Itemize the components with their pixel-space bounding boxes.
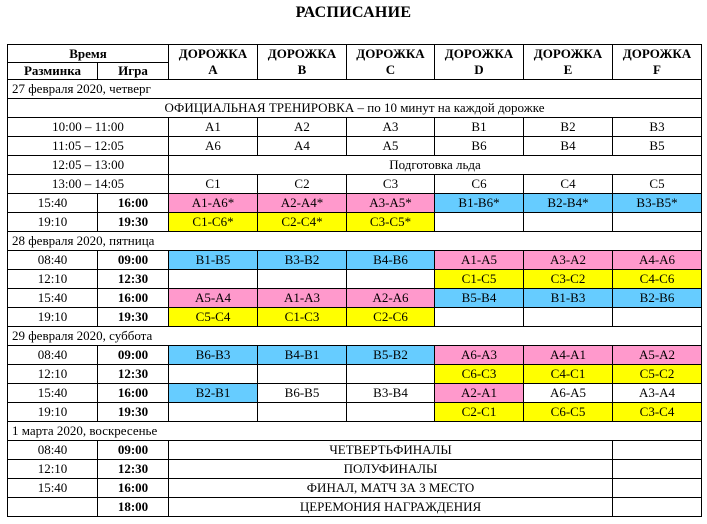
- table-row: [8, 137, 702, 156]
- event-label: ЦЕРЕМОНИЯ НАГРАЖДЕНИЯ: [169, 498, 613, 517]
- cell: B5: [613, 137, 702, 156]
- match-cell: C6-C5: [524, 403, 613, 422]
- match-cell: B6-B5: [258, 384, 347, 403]
- game-time: 12:30: [98, 460, 169, 479]
- cell: B4: [524, 137, 613, 156]
- match-cell: C4-C6: [613, 270, 702, 289]
- warmup-time: [8, 498, 98, 517]
- match-cell: B5-B2: [347, 346, 435, 365]
- event-label: ПОЛУФИНАЛЫ: [169, 460, 613, 479]
- lane-b-header: ДОРОЖКА B: [258, 45, 347, 80]
- match-cell: A2-A4*: [258, 194, 347, 213]
- empty-cell: [613, 213, 702, 232]
- match-cell: C6-C3: [435, 365, 524, 384]
- day-row: [8, 422, 702, 441]
- match-cell: A3-A2: [524, 251, 613, 270]
- cell: C5: [613, 175, 702, 194]
- cell: A3: [347, 118, 435, 137]
- schedule-table: [7, 44, 702, 517]
- game-time: 19:30: [98, 213, 169, 232]
- table-row: [8, 384, 702, 403]
- table-row: [8, 479, 702, 498]
- match-cell: B4-B6: [347, 251, 435, 270]
- cell: A6: [169, 137, 258, 156]
- game-time: 12:30: [98, 365, 169, 384]
- match-cell: C3-C4: [613, 403, 702, 422]
- empty-cell: [347, 270, 435, 289]
- lane-d-header: ДОРОЖКА D: [435, 45, 524, 80]
- warmup-time: 19:10: [8, 308, 98, 327]
- warmup-time: 19:10: [8, 403, 98, 422]
- day-label: 29 февраля 2020, суббота: [8, 327, 702, 346]
- warmup-time: 08:40: [8, 441, 98, 460]
- lane-a-header: ДОРОЖКА A: [169, 45, 258, 80]
- warmup-time: 12:10: [8, 270, 98, 289]
- cell: C3: [347, 175, 435, 194]
- cell: B1: [435, 118, 524, 137]
- match-cell: B1-B3: [524, 289, 613, 308]
- game-time: 16:00: [98, 194, 169, 213]
- lane-e-header: ДОРОЖКА E: [524, 45, 613, 80]
- game-time: 19:30: [98, 308, 169, 327]
- game-time: 09:00: [98, 441, 169, 460]
- table-row: [8, 251, 702, 270]
- match-cell: C5-C4: [169, 308, 258, 327]
- match-cell: C2-C1: [435, 403, 524, 422]
- lane-f-header: ДОРОЖКА F: [613, 45, 702, 80]
- event-label: ФИНАЛ, МАТЧ ЗА 3 МЕСТО: [169, 479, 613, 498]
- cell: C1: [169, 175, 258, 194]
- table-row: [8, 194, 702, 213]
- time-range: 13:00 – 14:05: [8, 175, 169, 194]
- table-row: [8, 365, 702, 384]
- day-label: 28 февраля 2020, пятница: [8, 232, 702, 251]
- match-cell: C2-C4*: [258, 213, 347, 232]
- event-label: ЧЕТВЕРТЬФИНАЛЫ: [169, 441, 613, 460]
- match-cell: A3-A5*: [347, 194, 435, 213]
- match-cell: C5-C2: [613, 365, 702, 384]
- table-row: [8, 118, 702, 137]
- match-cell: B3-B4: [347, 384, 435, 403]
- table-row: [8, 156, 702, 175]
- match-cell: A1-A6*: [169, 194, 258, 213]
- cell: A4: [258, 137, 347, 156]
- game-time: 18:00: [98, 498, 169, 517]
- empty-cell: [169, 403, 258, 422]
- match-cell: C1-C5: [435, 270, 524, 289]
- empty-cell: [347, 403, 435, 422]
- table-row: [8, 308, 702, 327]
- empty-cell: [258, 365, 347, 384]
- match-cell: A1-A3: [258, 289, 347, 308]
- lane-c-header: ДОРОЖКА C: [347, 45, 435, 80]
- empty-cell: [258, 270, 347, 289]
- official-training-row: [8, 99, 702, 118]
- day-label: 1 марта 2020, воскресенье: [8, 422, 702, 441]
- match-cell: B5-B4: [435, 289, 524, 308]
- empty-cell: [169, 365, 258, 384]
- cell: B6: [435, 137, 524, 156]
- table-row: [8, 213, 702, 232]
- match-cell: C3-C2: [524, 270, 613, 289]
- warmup-time: 19:10: [8, 213, 98, 232]
- match-cell: B2-B1: [169, 384, 258, 403]
- warmup-time: 08:40: [8, 251, 98, 270]
- empty-cell: [613, 498, 702, 517]
- empty-cell: [435, 213, 524, 232]
- game-time: 16:00: [98, 479, 169, 498]
- match-cell: B2-B6: [613, 289, 702, 308]
- cell: C2: [258, 175, 347, 194]
- match-cell: A6-A3: [435, 346, 524, 365]
- match-cell: A4-A6: [613, 251, 702, 270]
- official-training: ОФИЦИАЛЬНАЯ ТРЕНИРОВКА – по 10 минут на каждой дорожке: [8, 99, 702, 118]
- match-cell: B1-B6*: [435, 194, 524, 213]
- cell: B2: [524, 118, 613, 137]
- game-time: 16:00: [98, 384, 169, 403]
- game-time: 09:00: [98, 346, 169, 365]
- table-row: [8, 460, 702, 479]
- day-row: [8, 80, 702, 99]
- match-cell: B1-B5: [169, 251, 258, 270]
- page-title: РАСПИСАНИЕ: [295, 4, 412, 21]
- day-row: [8, 327, 702, 346]
- empty-cell: [613, 441, 702, 460]
- match-cell: C2-C6: [347, 308, 435, 327]
- warmup-header: Разминка: [8, 63, 98, 80]
- cell: C4: [524, 175, 613, 194]
- day-row: [8, 232, 702, 251]
- game-time: 19:30: [98, 403, 169, 422]
- match-cell: A3-A4: [613, 384, 702, 403]
- empty-cell: [169, 270, 258, 289]
- match-cell: B3-B2: [258, 251, 347, 270]
- time-header: Время: [8, 45, 169, 63]
- cell: B3: [613, 118, 702, 137]
- warmup-time: 15:40: [8, 289, 98, 308]
- header-row: [8, 45, 702, 63]
- game-time: 16:00: [98, 289, 169, 308]
- cell: A5: [347, 137, 435, 156]
- empty-cell: [613, 308, 702, 327]
- empty-cell: [524, 308, 613, 327]
- empty-cell: [435, 308, 524, 327]
- table-row: [8, 270, 702, 289]
- match-cell: C3-C5*: [347, 213, 435, 232]
- empty-cell: [613, 460, 702, 479]
- empty-cell: [613, 479, 702, 498]
- match-cell: A4-A1: [524, 346, 613, 365]
- warmup-time: 15:40: [8, 479, 98, 498]
- match-cell: A2-A1: [435, 384, 524, 403]
- empty-cell: [258, 403, 347, 422]
- empty-cell: [524, 213, 613, 232]
- time-range: 11:05 – 12:05: [8, 137, 169, 156]
- table-row: [8, 403, 702, 422]
- cell: A2: [258, 118, 347, 137]
- warmup-time: 15:40: [8, 194, 98, 213]
- match-cell: B2-B4*: [524, 194, 613, 213]
- time-range: 10:00 – 11:00: [8, 118, 169, 137]
- warmup-time: 12:10: [8, 460, 98, 479]
- game-header: Игра: [98, 63, 169, 80]
- match-cell: A5-A2: [613, 346, 702, 365]
- table-row: [8, 175, 702, 194]
- match-cell: B4-B1: [258, 346, 347, 365]
- match-cell: C4-C1: [524, 365, 613, 384]
- cell: C6: [435, 175, 524, 194]
- match-cell: C1-C3: [258, 308, 347, 327]
- match-cell: B3-B5*: [613, 194, 702, 213]
- table-row: [8, 346, 702, 365]
- cell: A1: [169, 118, 258, 137]
- match-cell: C1-C6*: [169, 213, 258, 232]
- empty-cell: [347, 365, 435, 384]
- warmup-time: 08:40: [8, 346, 98, 365]
- table-row: [8, 441, 702, 460]
- match-cell: A2-A6: [347, 289, 435, 308]
- warmup-time: 12:10: [8, 365, 98, 384]
- match-cell: A6-A5: [524, 384, 613, 403]
- match-cell: A5-A4: [169, 289, 258, 308]
- table-row: [8, 498, 702, 517]
- match-cell: A1-A5: [435, 251, 524, 270]
- game-time: 09:00: [98, 251, 169, 270]
- match-cell: B6-B3: [169, 346, 258, 365]
- warmup-time: 15:40: [8, 384, 98, 403]
- ice-preparation: Подготовка льда: [169, 156, 702, 175]
- game-time: 12:30: [98, 270, 169, 289]
- table-row: [8, 289, 702, 308]
- time-range: 12:05 – 13:00: [8, 156, 169, 175]
- day-label: 27 февраля 2020, четверг: [8, 80, 702, 99]
